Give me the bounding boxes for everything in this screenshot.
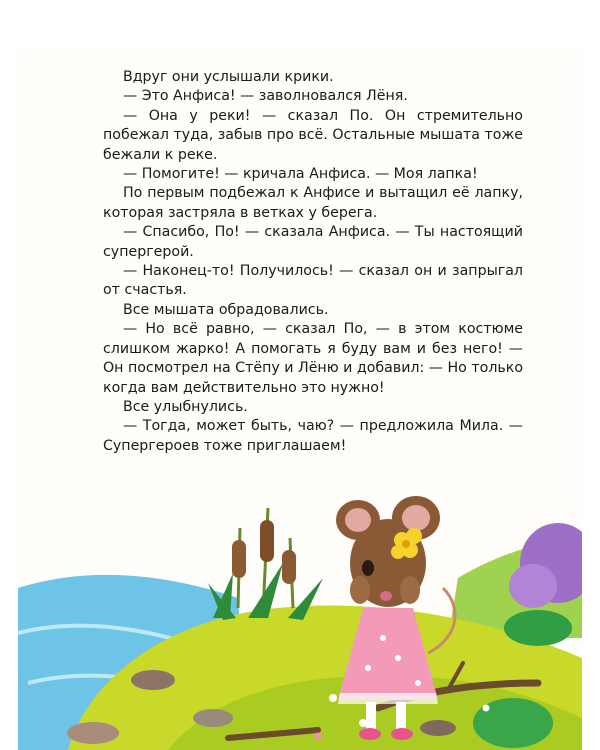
story-paragraph: — Помогите! — кричала Анфиса. — Моя лапка! — [123, 166, 478, 183]
story-paragraph: — Это Анфиса! — заволновался Лёня. — [123, 88, 408, 105]
story-paragraph: — Спасибо, По! — сказала Анфиса. — Ты настоящий супергерой. — [103, 224, 523, 260]
story-paragraph: Вдруг они услышали крики. — [123, 69, 334, 85]
story-paragraph: Все улыбнулись. — [123, 398, 248, 415]
story-paragraph: — Она у реки! — сказал По. Он стремительно побежал туда, забыв про всё. Остальные мышата тоже бежали к реке. — [103, 107, 523, 163]
green-bush — [504, 610, 572, 646]
stone — [67, 722, 119, 744]
story-paragraph: Все мышата обрадовались. — [123, 301, 329, 318]
story-paragraph: По первым подбежал к Анфисе и вытащил её лапку, которая застряла в ветках у берега. — [103, 185, 523, 221]
stone — [193, 709, 233, 727]
story-text — [103, 68, 523, 456]
story-paragraph: — Но всё равно, — сказал По, — в этом костюме слишком жарко! А помогать я буду вам и без него! — Он посмотрел на Стёпу и Лёню и добавил: — Но только когда вам действительно это нужно! — [103, 321, 523, 396]
riverbank-illustration — [18, 468, 582, 750]
story-paragraph: — Наконец-то! Получилось! — сказал он и запрыгал от счастья. — [103, 263, 523, 299]
book-page — [18, 48, 582, 750]
stone — [131, 670, 175, 690]
story-paragraph: — Тогда, может быть, чаю? — предложила Мила. — Супергероев тоже приглашаем! — [103, 418, 523, 454]
stone — [420, 720, 456, 736]
